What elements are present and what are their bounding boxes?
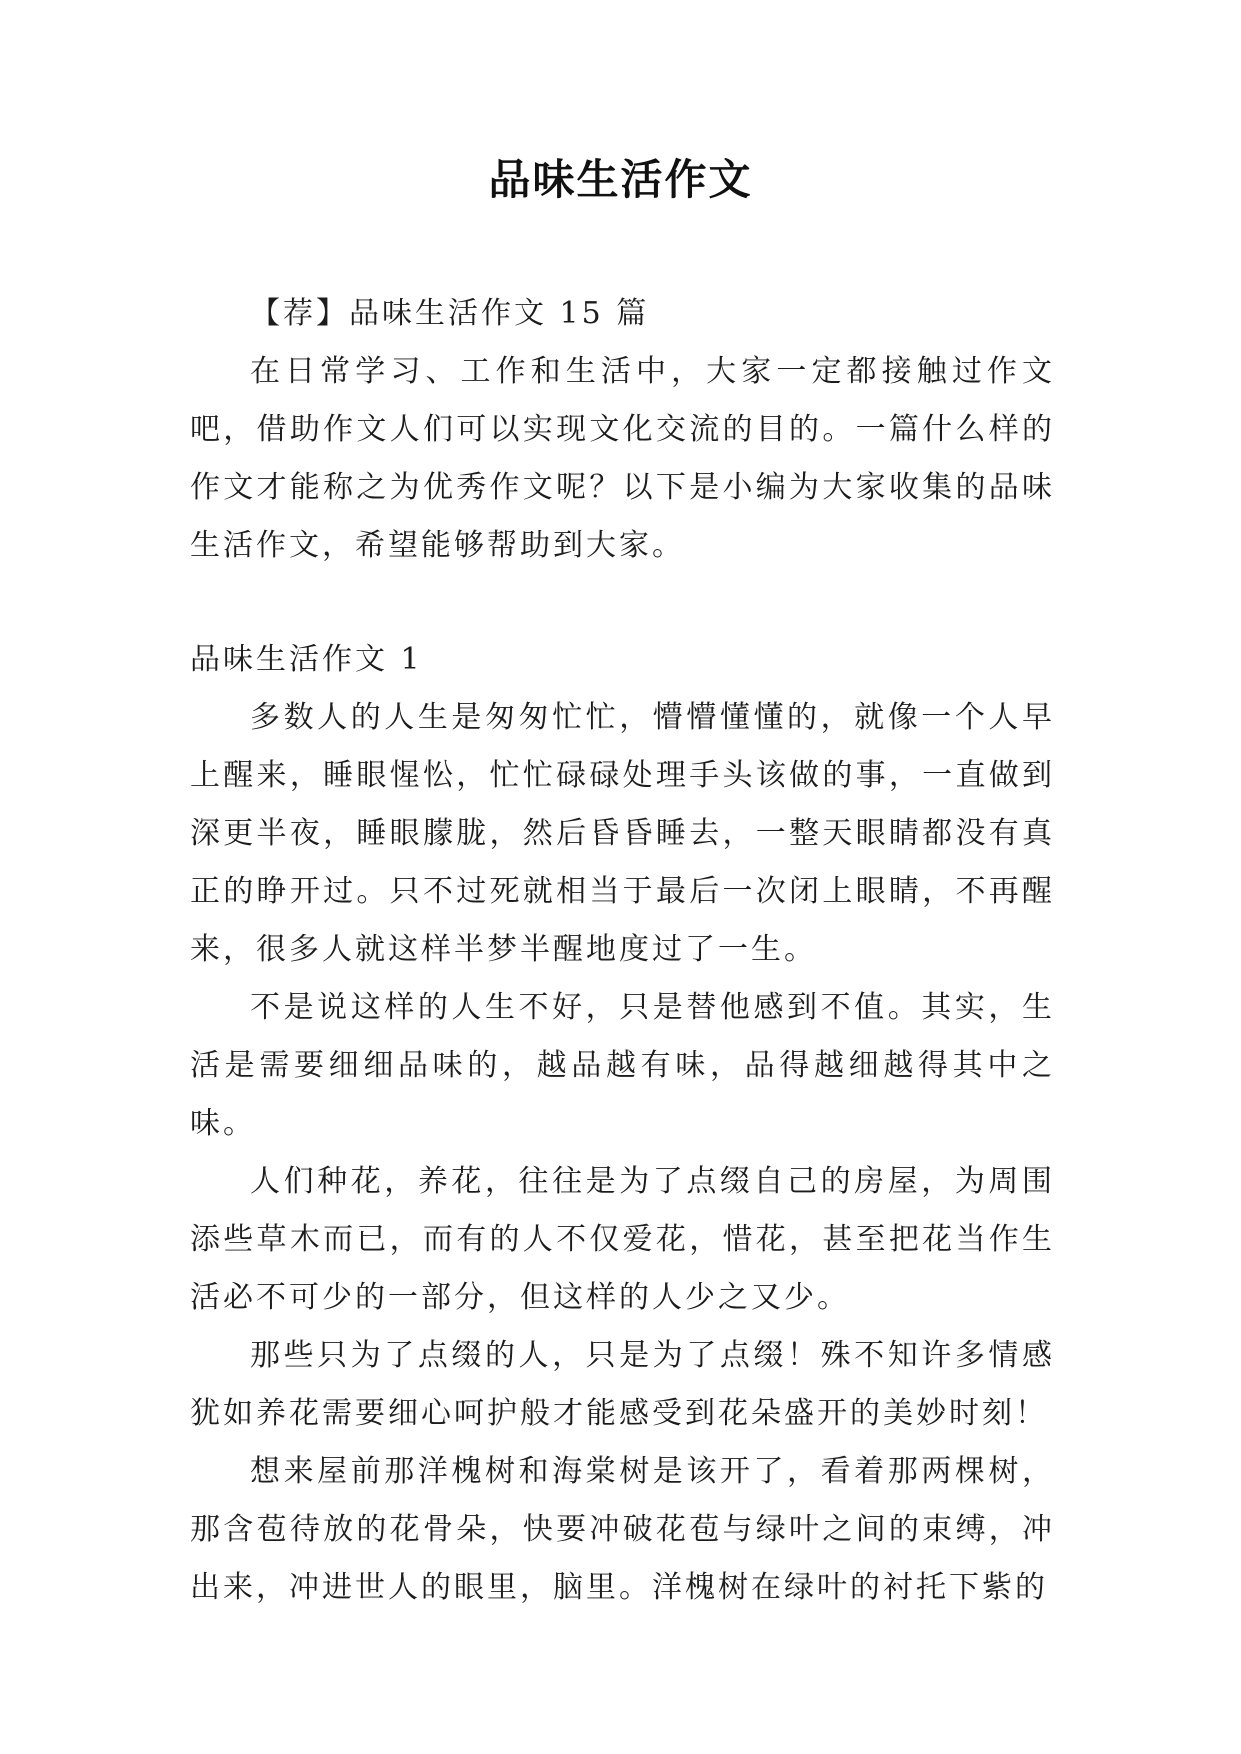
body-paragraph: 想来屋前那洋槐树和海棠树是该开了，看着那两棵树，那含苞待放的花骨朵，快要冲破花苞与绿叶之间的束缚，冲出来，冲进世人的眼里，脑里。洋槐树在绿叶的衬托下紫的: [190, 1454, 1055, 1605]
body-paragraph: 那些只为了点缀的人，只是为了点缀！殊不知许多情感犹如养花需要细心呵护般才能感受到花朵盛开的美妙时刻！: [190, 1338, 1055, 1431]
document-title: 品味生活作文: [488, 155, 753, 204]
section-heading: 品味生活作文 1: [190, 642, 423, 677]
intro-paragraph: 在日常学习、工作和生活中，大家一定都接触过作文吧，借助作文人们可以实现文化交流的目的。一篇什么样的作文才能称之为优秀作文呢？以下是小编为大家收集的品味生活作文，希望能够帮助到大家。: [190, 354, 1055, 563]
body-paragraph: 多数人的人生是匆匆忙忙，懵懵懂懂的，就像一个人早上醒来，睡眼惺忪，忙忙碌碌处理手头该做的事，一直做到深更半夜，睡眼朦胧，然后昏昏睡去，一整天眼睛都没有真正的睁开过。只不过死就相当于最后一次闭上眼睛，不再醒来，很多人就这样半梦半醒地度过了一生。: [190, 700, 1055, 967]
body-paragraph: 不是说这样的人生不好，只是替他感到不值。其实，生活是需要细细品味的，越品越有味，品得越细越得其中之味。: [190, 990, 1055, 1141]
body-paragraph: 人们种花，养花，往往是为了点缀自己的房屋，为周围添些草木而已，而有的人不仅爱花，惜花，甚至把花当作生活必不可少的一部分，但这样的人少之又少。: [190, 1164, 1055, 1315]
section-gap: [190, 575, 1055, 631]
document-body: [190, 285, 1055, 1617]
document-subtitle: 【荐】品味生活作文 15 篇: [250, 296, 650, 331]
